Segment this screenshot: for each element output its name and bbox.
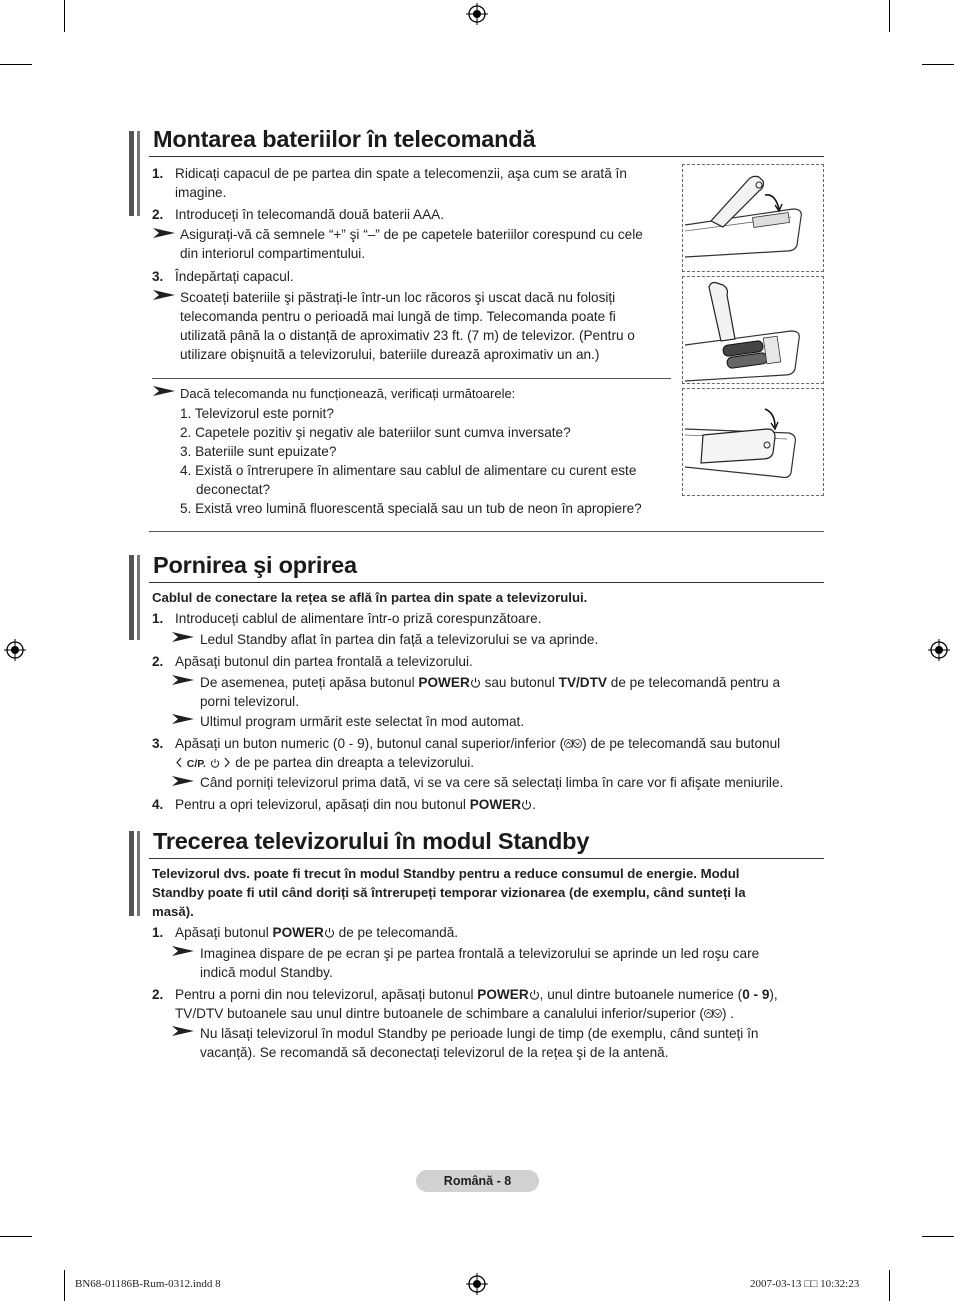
section-bar — [137, 131, 140, 216]
power-icon — [521, 799, 532, 810]
step-text-part: TV/DTV butoanele sau unul dintre butoanele de schimbare a canalului inferior/superior ( — [175, 1006, 704, 1021]
note-text: Imaginea dispare de pe ecran şi pe partea frontală a televizorului se aprinde un led roşu care — [200, 946, 760, 961]
section-bar — [137, 555, 140, 640]
section-intro: Televizorul dvs. poate fi trecut în modul Standby pentru a reduce consumul de energie. Modul — [152, 866, 740, 881]
section-end-rule — [149, 531, 824, 532]
step-text-part: de pe telecomandă. — [338, 925, 459, 940]
step-text-part: ) de pe telecomandă sau butonul — [582, 736, 781, 751]
note-text — [200, 673, 780, 692]
note-arrow-icon — [172, 675, 194, 685]
note-text-part: sau butonul — [484, 675, 555, 690]
power-icon — [529, 989, 540, 1000]
note-text: Asigurați-vă că semnele “+” şi “–” de pe capetele bateriilor corespund cu cele — [180, 227, 643, 242]
remote-cover-lift-illustration — [683, 165, 823, 271]
step-text — [175, 1004, 734, 1023]
page-number-badge: Română - 8 — [416, 1170, 539, 1192]
title-rule — [149, 156, 824, 157]
section-title: Pornirea şi oprirea — [153, 552, 357, 578]
power-button-label: POWER — [477, 987, 529, 1002]
checklist-item: 1. Televizorul este pornit? — [180, 406, 334, 421]
divider — [152, 378, 671, 379]
step-text — [175, 795, 536, 814]
step-text — [175, 753, 474, 774]
step-text-part: , unul dintre butoanele numerice ( — [539, 987, 743, 1002]
date-slug: 2007-03-13 □□ 10:32:23 — [750, 1278, 860, 1290]
registration-mark-icon — [466, 3, 488, 25]
power-icon — [324, 927, 335, 938]
step-text-part: Pentru a porni din nou televizorul, apăsați butonul — [175, 987, 474, 1002]
step-text: Introduceți cablul de alimentare într-o priză corespunzătoare. — [175, 611, 542, 626]
section-bar — [137, 831, 140, 916]
section-bar — [129, 831, 134, 916]
section-intro: Cablul de conectare la rețea se află în partea din spate a televizorului. — [152, 590, 588, 605]
note-arrow-icon — [172, 714, 194, 724]
step-text: imagine. — [175, 185, 227, 200]
note-text: Scoateți bateriile şi păstrați-le într-un loc răcoros şi uscat dacă nu folosiți — [180, 290, 616, 305]
note-arrow-icon — [153, 386, 175, 396]
step-text-part: . — [532, 797, 536, 812]
title-rule — [149, 582, 824, 583]
note-text-part: de pe telecomandă pentru a — [610, 675, 781, 690]
step-number: 1. — [152, 925, 164, 940]
checklist-item: 5. Există vreo lumină fluorescentă specială sau un tub de neon în apropiere? — [180, 501, 642, 516]
file-slug: BN68-01186B-Rum-0312.indd 8 — [75, 1278, 221, 1290]
step-text: Introduceți în telecomandă două baterii AAA. — [175, 207, 445, 222]
note-text-part: De asemenea, puteți apăsa butonul — [200, 675, 415, 690]
note-arrow-icon — [172, 946, 194, 956]
power-icon — [470, 677, 481, 688]
step-number: 3. — [152, 269, 164, 284]
note-arrow-icon — [172, 632, 194, 642]
registration-mark-icon — [4, 639, 26, 661]
note-text: din interiorul compartimentului. — [180, 246, 366, 261]
step-text-part: Apăsați butonul — [175, 925, 269, 940]
note-arrow-icon — [172, 776, 194, 786]
step-number: 2. — [152, 654, 164, 669]
step-text — [175, 985, 778, 1004]
section-bar — [129, 555, 134, 640]
checklist-item: 2. Capetele pozitiv şi negativ ale bateriilor sunt cumva inversate? — [180, 425, 571, 440]
section-intro: masă). — [152, 904, 194, 919]
note-text: vacanță). Se recomandă să deconectați televizorul de la rețea şi de la antenă. — [200, 1045, 669, 1060]
registration-mark-icon — [466, 1273, 488, 1295]
power-button-label: POWER — [418, 675, 470, 690]
remote-battery-insert-illustration — [683, 277, 823, 383]
section-intro: Standby poate fi util când doriți să întrerupeți temporar vizionarea (de exemplu, când sunteți la — [152, 885, 746, 900]
step-text-part: de pe partea din dreapta a televizorului. — [235, 755, 475, 770]
remote-cover-close-illustration — [683, 389, 823, 495]
channel-up-down-icon — [704, 1008, 722, 1019]
power-button-label: POWER — [469, 797, 522, 812]
step-text — [175, 734, 780, 753]
note-arrow-icon — [153, 290, 175, 300]
remote-illustration — [682, 388, 824, 496]
checklist-item: 4. Există o întrerupere în alimentare sau cablul de alimentare cu curent este — [180, 463, 637, 478]
step-text-part: ) . — [721, 1006, 735, 1021]
power-button-label: POWER — [272, 925, 324, 940]
checklist-item: deconectat? — [196, 482, 271, 497]
step-text: Ridicați capacul de pe partea din spate a telecomenzii, aşa cum se arată în — [175, 166, 627, 181]
step-number: 2. — [152, 987, 164, 1002]
section-title: Trecerea televizorului în modul Standby — [153, 828, 590, 854]
checklist-item: 3. Bateriile sunt epuizate? — [180, 444, 337, 459]
note-text: Nu lăsați televizorul în modul Standby pe perioade lungi de timp (de exemplu, când sunteți în — [200, 1026, 759, 1041]
registration-mark-icon — [928, 639, 950, 661]
step-number: 4. — [152, 797, 164, 812]
section-bar — [129, 131, 134, 216]
section-title: Montarea bateriilor în telecomandă — [153, 126, 536, 152]
chevron-left-icon — [175, 757, 183, 768]
step-number: 3. — [152, 736, 164, 751]
power-icon — [210, 758, 220, 768]
note-text: Când porniți televizorul prima dată, vi se va cere să selectați limba în care vor fi afişate meniurile. — [200, 775, 784, 790]
chevron-right-icon — [223, 757, 231, 768]
step-text: Apăsați butonul din partea frontală a televizorului. — [175, 654, 473, 669]
title-rule — [149, 858, 824, 859]
cp-button-label: C/P. — [186, 758, 206, 770]
number-buttons-label: 0 - 9 — [742, 987, 770, 1002]
remote-illustration — [682, 164, 824, 272]
step-text-part: Apăsați un buton numeric (0 - 9), butonul canal superior/inferior ( — [175, 736, 565, 751]
note-text: utilizare obişnuită a televizorului, bateriile durează aproximativ un an.) — [180, 347, 600, 362]
note-text: Ultimul program urmărit este selectat în mod automat. — [200, 714, 525, 729]
note-text: indică modul Standby. — [200, 965, 333, 980]
step-number: 1. — [152, 611, 164, 626]
step-number: 1. — [152, 166, 164, 181]
channel-up-down-icon — [564, 738, 582, 749]
step-text — [175, 923, 458, 942]
note-text: Dacă telecomanda nu funcționează, verificați următoarele: — [180, 386, 516, 401]
note-text: porni televizorul. — [200, 694, 299, 709]
remote-illustration — [682, 276, 824, 384]
tv-dtv-button-label: TV/DTV — [558, 675, 607, 690]
step-text-part: Pentru a opri televizorul, apăsați din nou butonul — [175, 797, 466, 812]
note-arrow-icon — [153, 228, 175, 238]
note-arrow-icon — [172, 1026, 194, 1036]
step-text-part: ), — [769, 987, 778, 1002]
step-text: Îndepărtați capacul. — [175, 269, 294, 284]
note-text: telecomanda pentru o perioadă mai lungă de timp. Telecomanda poate fi — [180, 309, 616, 324]
note-text: Ledul Standby aflat în partea din față a televizorului se va aprinde. — [200, 632, 599, 647]
note-text: utilizată până la o distanță de aproximativ 23 ft. (7 m) de televizor. (Pentru o — [180, 328, 635, 343]
step-number: 2. — [152, 207, 164, 222]
